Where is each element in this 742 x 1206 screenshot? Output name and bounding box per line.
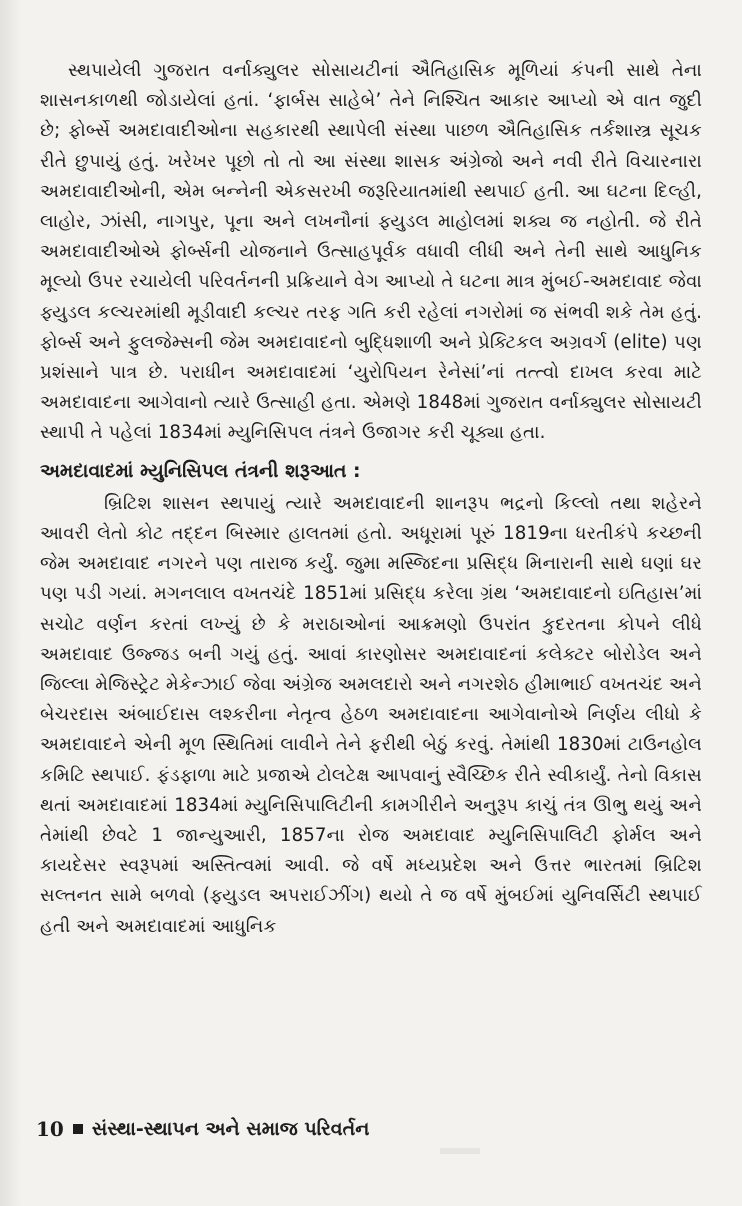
book-title: સંસ્થા-સ્થાપન અને સમાજ પરિવર્તન [91,1118,370,1140]
square-bullet-icon [73,1124,83,1134]
paragraph-2: બ્રિટિશ શાસન સ્થપાયું ત્યારે અમદાવાદની શાનરૂપ ભદ્રનો કિલ્લો તથા શહેરને આવરી લેતો કોટ તદ્દન બિસ્માર હાલતમાં હતો. અધૂરામાં પૂરું 1819ના ધરતીકંપે કચ્છની જેમ અમદાવાદ નગરને પણ તારાજ કર્યું. જુમા મસ્જિદના પ્રસિદ્ધ મિનારાની સાથે ઘણાં ઘર પણ પડી ગયાં. મગનલાલ વખતચંદે 1851માં પ્રસિદ્ધ કરેલા ગ્રંથ ‘અમદાવાદનો ઇતિહાસ’માં સચોટ વર્ણન કરતાં લખ્યું છે કે મરાઠાઓનાં આક્રમણો ઉપરાંત કુદરતના કોપને લીધે અમદાવાદ ઉજ્જડ બની ગયું હતું. આવાં કારણોસર અમદાવાદનાં કલેક્ટર બોરોડેલ અને જિલ્લા મેજિસ્ટ્રેટ મેકેન્ઝાઈ જેવા અંગ્રેજ અમલદારો અને નગરશેઠ હીમાભાઈ વખતચંદ અને બેચરદાસ અંબાઈદાસ લશ્કરીના નેતૃત્વ હેઠળ અમદાવાદના આગેવાનોએ નિર્ણય લીધો કે અમદાવાદને એની મૂળ સ્થિતિમાં લાવીને તેને ફરીથી બેઠું કરવું. તેમાંથી 1830માં ટાઉનહોલ કમિટિ સ્થપાઈ. ફંડફાળા માટે પ્રજાએ ટોલટેક્ષ આપવાનું સ્વૈચ્છિક રીતે સ્વીકાર્યું. તેનો વિકાસ થતાં અમદાવાદમાં 1834માં મ્યુનિસિપાલિટીની કામગીરીને અનુરૂપ કાચું તંત્ર ઊભુ થયું અને તેમાંથી છેવટે 1 જાન્યુઆરી, 1857ના રોજ અમદાવાદ મ્યુનિસિપાલિટી ફોર્મલ અને કાયદેસર સ્વરૂપમાં અસ્તિત્વમાં આવી. જે વર્ષે મધ્યપ્રદેશ અને ઉત્તર ભારતમાં બ્રિટિશ સલ્તનત સામે બળવો (ફ્યુડલ અપરાઈઝીંગ) થયો તે જ વર્ષે મુંબઈમાં યુનિવર્સિટી સ્થપાઈ હતી અને અમદાવાદમાં આધુનિક [40,492,702,937]
page-number: 10 [36,1117,64,1141]
paragraph-1: સ્થપાયેલી ગુજરાત વર્નાક્યુલર સોસાયટીનાં ઐતિહાસિક મૂળિયાં કંપની સાથે તેના શાસનકાળથી જોડાયેલાં હતાં. ‘ફાર્બસ સાહેબે’ તેને નિશ્ચિત આકાર આપ્યો એ વાત જુદી છે; ફોર્બ્સે અમદાવાદીઓના સહકારથી સ્થાપેલી સંસ્થા પાછળ ઐતિહાસિક તર્કશાસ્ત્ર સૂચક રીતે છુપાયું હતું. ખરેખર પૂછો તો તો આ સંસ્થા શાસક અંગ્રેજો અને નવી રીતે વિચારનારા અમદાવાદીઓની, એમ બન્નેની એકસરખી જરૂરિયાતમાંથી સ્થપાઈ હતી. આ ઘટના દિલ્હી, લાહોર, ઝાંસી, નાગપુર, પૂના અને લખનૌનાં ફ્યુડલ માહોલમાં શક્ય જ નહોતી. જે રીતે અમદાવાદીઓએ ફોર્બ્સની યોજનાને ઉત્સાહપૂર્વક વધાવી લીધી અને તેની સાથે આધુનિક મૂલ્યો ઉપર રચાયેલી પરિવર્તનની પ્રક્રિયાને વેગ આપ્યો તે ઘટના માત્ર મુંબઈ-અમદાવાદ જેવા ફ્યુડલ કલ્ચરમાંથી મૂડીવાદી કલ્ચર તરફ ગતિ કરી રહેલાં નગરોમાં જ સંભવી શકે તેમ હતું. ફોર્બ્સ અને ફુલજેમ્સની જેમ અમદાવાદનો બુદ્ધિશાળી અને પ્રેક્ટિકલ અગ્રવર્ગ (elite) પણ પ્રશંસાને પાત્ર છે. પરાધીન અમદાવાદમાં ‘યુરોપિયન રેનેસાં’નાં તત્ત્વો દાખલ કરવા માટે અમદાવાદના આગેવાનો ત્યારે ઉત્સાહી હતા. એમણે 1848માં ગુજરાત વર્નાક્યુલર સોસાયટી સ્થાપી તે પહેલાં 1834માં મ્યુનિસિપલ તંત્રને ઉજાગર કરી ચૂક્યા હતા. [40,60,702,444]
page-gutter-shadow [0,0,22,1206]
section-heading: અમદાવાદમાં મ્યુનિસિપલ તંત્રની શરૂઆત : [40,460,361,482]
page-footer [36,1114,369,1144]
scan-smudge [440,1148,480,1154]
body-text [40,56,702,942]
